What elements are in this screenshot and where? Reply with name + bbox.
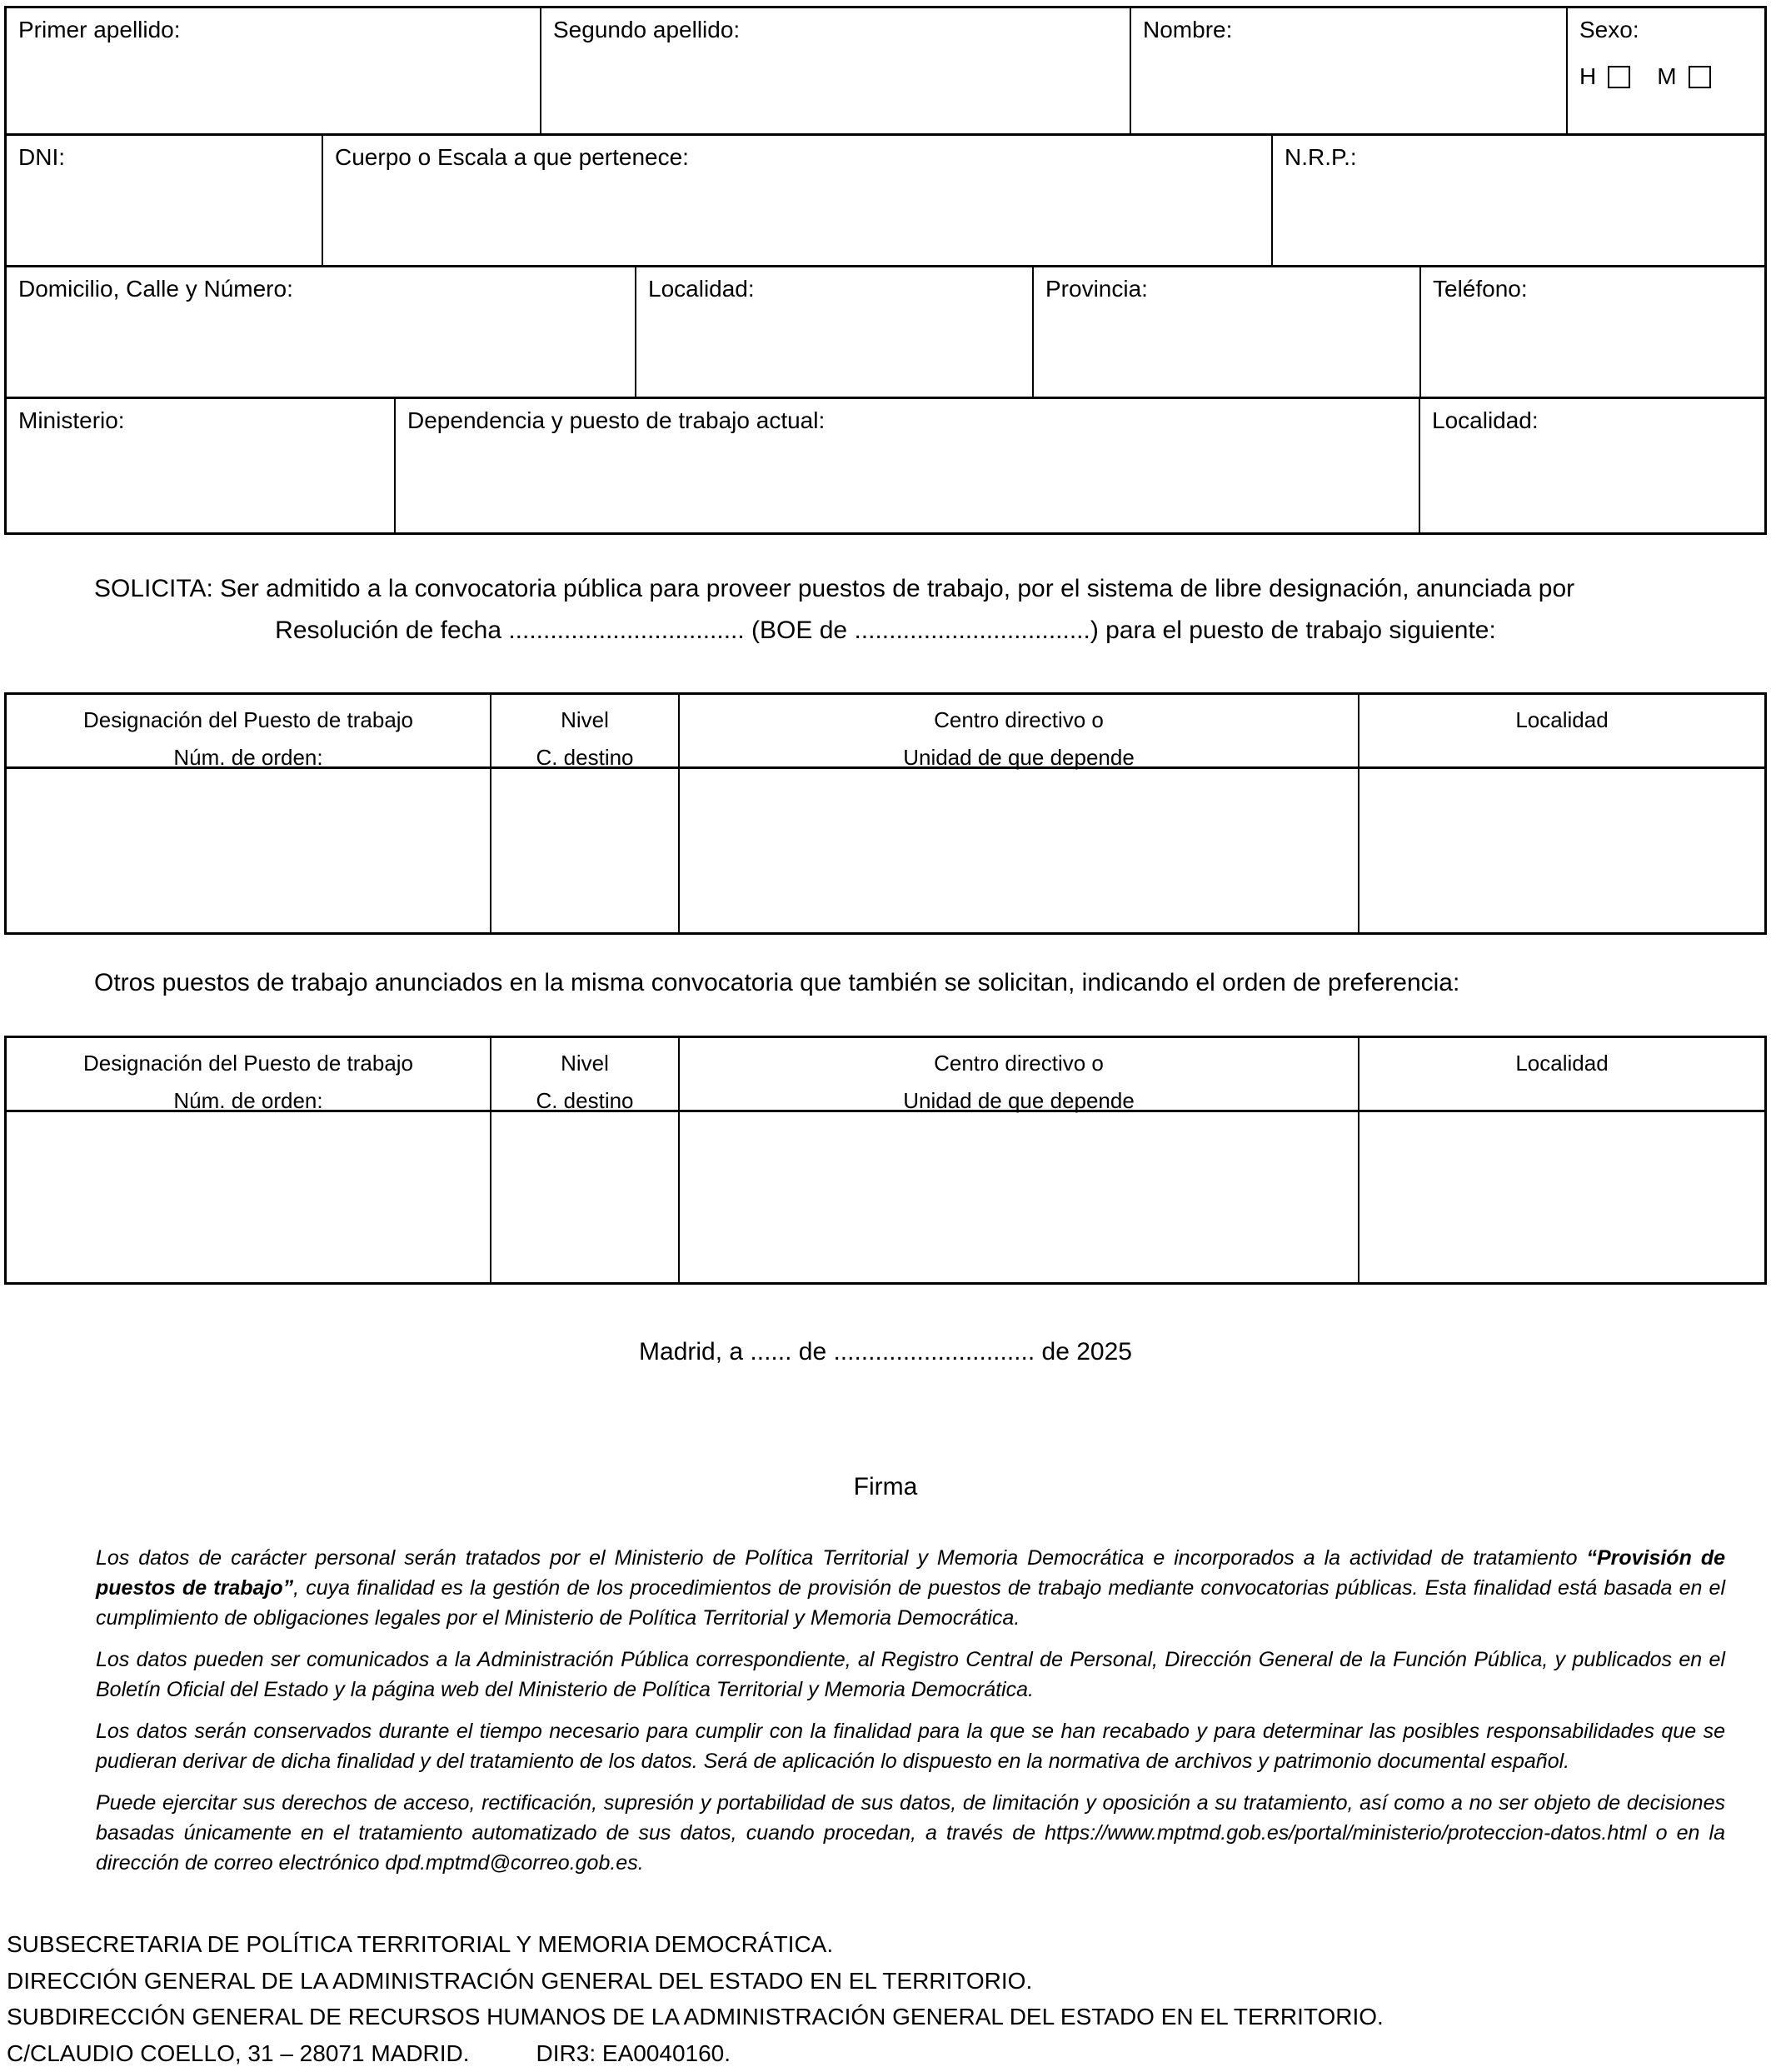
header2-designacion [7, 1038, 490, 1113]
header2-localidad [1358, 1038, 1764, 1110]
domicilio-label: Domicilio, Calle y Número: [18, 276, 293, 302]
privacy-bold-segment: “Provisión de puestos de trabajo” [96, 1546, 1725, 1600]
header2-nivel [490, 1038, 678, 1113]
ministerio-field [7, 399, 394, 532]
solicita-line2: Resolución de fecha .................................. (BOE de ..................................) para el puesto de trabajo siguiente: [275, 617, 1496, 644]
privacy-block [96, 1543, 1725, 1890]
body-cell-localidad [1358, 769, 1764, 932]
sexo-m-label: M [1657, 63, 1677, 89]
sexo-options [1579, 63, 1753, 90]
header-designacion [7, 695, 490, 770]
privacy-text-segment: Puede ejercitar sus derechos de acceso, rectificación, supresión y portabilidad de sus datos, de limitación y oposición a su tratamiento, así como a no ser objeto de decisiones basadas únicamente en el tratamiento automatizado de sus datos, cuando procedan, a través de https://www.mptmd.gob.es/portal/ministerio/proteccion-datos.html o en la dirección de correo electrónico dpd.mptmd@correo.gob.es. [96, 1791, 1725, 1875]
primer-apellido-label: Primer apellido: [18, 17, 181, 42]
body2-cell-designacion [7, 1112, 490, 1282]
sexo-field [1566, 8, 1764, 133]
requested-position-table [4, 692, 1767, 935]
sexo-m-checkbox[interactable] [1689, 66, 1711, 88]
nrp-field [1271, 136, 1764, 265]
cuerpo-escala-field [322, 136, 1271, 265]
privacy-text-segment: , cuya finalidad es la gestión de los procedimientos de provisión de puestos de trabajo mediante convocatorias públicas. Esta finalidad está basada en el cumplimiento de obligaciones legales por el Ministerio de Política Territorial y Memoria Democrática. [96, 1576, 1726, 1630]
privacy-paragraph [96, 1788, 1725, 1878]
sexo-h-label: H [1579, 63, 1597, 89]
privacy-text-segment: Los datos pueden ser comunicados a la Administración Pública correspondiente, al Registro Central de Personal, Dirección General de la Función Pública, y publicados en el Boletín Oficial del Estado y la página web del Ministerio de Política Territorial y Memoria Democrática. [96, 1648, 1725, 1701]
otros-puestos-paragraph: Otros puestos de trabajo anunciados en la misma convocatoria que también se solicitan, indicando el orden de preferencia: [94, 969, 1460, 996]
identification-row-3 [7, 265, 1764, 397]
telefono-label: Teléfono: [1433, 276, 1528, 302]
nrp-label: N.R.P.: [1285, 144, 1357, 170]
footer-line-subdireccion: SUBDIRECCIÓN GENERAL DE RECURSOS HUMANOS DE LA ADMINISTRACIÓN GENERAL DEL ESTADO EN EL TERRITORIO. [7, 2004, 1384, 2030]
dependencia-label: Dependencia y puesto de trabajo actual: [407, 407, 826, 433]
header2-designacion-line1: Designación del Puesto de trabajo [82, 1051, 414, 1076]
footer-address: C/CLAUDIO COELLO, 31 – 28071 MADRID. [7, 2040, 470, 2067]
footer-line-direccion-general: DIRECCIÓN GENERAL DE LA ADMINISTRACIÓN GENERAL DEL ESTADO EN EL TERRITORIO. [7, 1967, 1033, 1994]
dni-field [7, 136, 322, 265]
header2-centro-line2: Unidad de que depende [903, 1087, 1135, 1113]
identification-row-2 [7, 133, 1764, 265]
header-nivel-line1: Nivel [561, 707, 609, 732]
identification-row-4 [7, 397, 1764, 532]
sexo-h-checkbox[interactable] [1608, 66, 1630, 88]
dni-label: DNI: [18, 144, 65, 170]
segundo-apellido-label: Segundo apellido: [553, 17, 741, 42]
domicilio-field [7, 267, 635, 397]
header-centro-line2: Unidad de que depende [903, 744, 1135, 770]
body-cell-centro [678, 769, 1358, 932]
body2-cell-centro [678, 1112, 1358, 1282]
localidad-actual-label: Localidad: [1432, 407, 1539, 433]
identification-table [4, 6, 1767, 535]
body-cell-nivel [490, 769, 678, 932]
signature-label: Firma [853, 1473, 918, 1500]
body-cell-designacion [7, 769, 490, 932]
footer-line-subsecretaria: SUBSECRETARIA DE POLÍTICA TERRITORIAL Y MEMORIA DEMOCRÁTICA. [7, 1931, 834, 1957]
header-nivel-line2: C. destino [536, 744, 634, 770]
header-localidad-line1: Localidad [1515, 707, 1609, 732]
telefono-field [1419, 267, 1764, 397]
header-localidad [1358, 695, 1764, 766]
provincia-label: Provincia: [1045, 276, 1148, 302]
header2-centro-line1: Centro directivo o [934, 1051, 1104, 1076]
header2-localidad-line1: Localidad [1515, 1051, 1609, 1076]
requested-position-header-row [7, 695, 1764, 770]
body2-cell-nivel [490, 1112, 678, 1282]
requested-position-body-row [7, 766, 1764, 932]
solicita-line1: SOLICITA: Ser admitido a la convocatoria pública para proveer puestos de trabajo, por el sistema de libre designación, anunciada por [94, 575, 1575, 602]
header2-centro-directivo [678, 1038, 1358, 1113]
nombre-field [1130, 8, 1566, 133]
header2-designacion-line2: Núm. de orden: [173, 1087, 323, 1113]
footer-block [7, 1926, 1764, 2072]
other-positions-table [4, 1036, 1767, 1285]
cuerpo-escala-label: Cuerpo o Escala a que pertenece: [335, 144, 689, 170]
footer-dir3: DIR3: EA0040160. [536, 2040, 731, 2067]
date-line: Madrid, a ...... de ............................. de 2025 [639, 1338, 1132, 1366]
primer-apellido-field [7, 8, 540, 133]
privacy-text-segment: Los datos de carácter personal serán tratados por el Ministerio de Política Territorial y Memoria Democrática e incorporados a la actividad de tratamiento [96, 1546, 1587, 1570]
sexo-label: Sexo: [1579, 17, 1639, 42]
other-positions-header-row [7, 1038, 1764, 1113]
ministerio-label: Ministerio: [18, 407, 125, 433]
dependencia-field [394, 399, 1419, 532]
segundo-apellido-field [540, 8, 1130, 133]
identification-row-1 [7, 8, 1764, 133]
localidad-actual-field [1419, 399, 1764, 532]
header-designacion-line2: Núm. de orden: [173, 744, 323, 770]
header-nivel [490, 695, 678, 770]
localidad-field [635, 267, 1032, 397]
solicita-paragraph [0, 575, 1771, 645]
localidad-label: Localidad: [648, 276, 755, 302]
privacy-paragraph [96, 1543, 1725, 1633]
header-centro-directivo [678, 695, 1358, 770]
provincia-field [1032, 267, 1419, 397]
nombre-label: Nombre: [1143, 17, 1233, 42]
header-centro-line1: Centro directivo o [934, 707, 1104, 732]
header2-nivel-line1: Nivel [561, 1051, 609, 1076]
body2-cell-localidad [1358, 1112, 1764, 1282]
header-designacion-line1: Designación del Puesto de trabajo [82, 707, 414, 732]
privacy-paragraph [96, 1645, 1725, 1705]
privacy-text-segment: Los datos serán conservados durante el tiempo necesario para cumplir con la finalidad para la que se han recabado y para determinar las posibles responsabilidades que se pudieran derivar de dicha finalidad y del tratamiento de los datos. Será de aplicación lo dispuesto en la normativa de archivos y patrimonio documental español. [96, 1720, 1725, 1773]
privacy-paragraph [96, 1716, 1725, 1776]
other-positions-body-row [7, 1110, 1764, 1282]
header2-nivel-line2: C. destino [536, 1087, 634, 1113]
footer-line-address [7, 2035, 1764, 2072]
